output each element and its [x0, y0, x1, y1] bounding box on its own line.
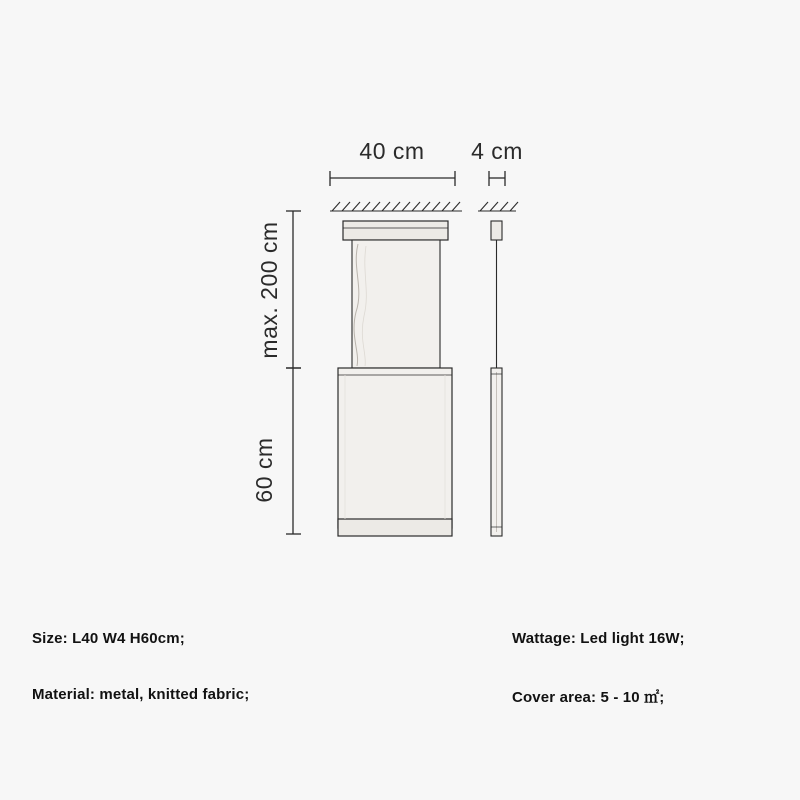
- canopy-side: [491, 221, 502, 240]
- lamp-body-side: [491, 368, 502, 536]
- drop-dimension-line: [286, 211, 301, 368]
- ceiling-hatch-front: [330, 202, 462, 211]
- specs-block: [0, 600, 800, 800]
- fabric-shade-upper-front: [352, 240, 440, 368]
- spec-size: Size: L40 W4 H60cm;: [32, 630, 185, 647]
- spec-wattage: Wattage: Led light 16W;: [512, 630, 685, 647]
- depth-dimension-label: 4 cm: [471, 138, 523, 164]
- specs-row-2: [0, 686, 800, 707]
- depth-dimension-line: [489, 171, 505, 186]
- height-dimension-line: [286, 368, 301, 534]
- width-dimension-label: 40 cm: [359, 138, 425, 164]
- canopy-front: [343, 221, 448, 240]
- lamp-shade-front: [338, 368, 452, 536]
- width-dimension-line: [330, 171, 455, 186]
- height-dimension-label: 60 cm: [251, 437, 277, 503]
- spec-material: Material: metal, knitted fabric;: [32, 686, 250, 703]
- spec-cover-area: Cover area: 5 - 10 ㎡;: [512, 689, 665, 706]
- ceiling-hatch-side: [478, 202, 518, 211]
- drop-dimension-label: max. 200 cm: [256, 221, 282, 359]
- specs-row-1: [0, 630, 800, 647]
